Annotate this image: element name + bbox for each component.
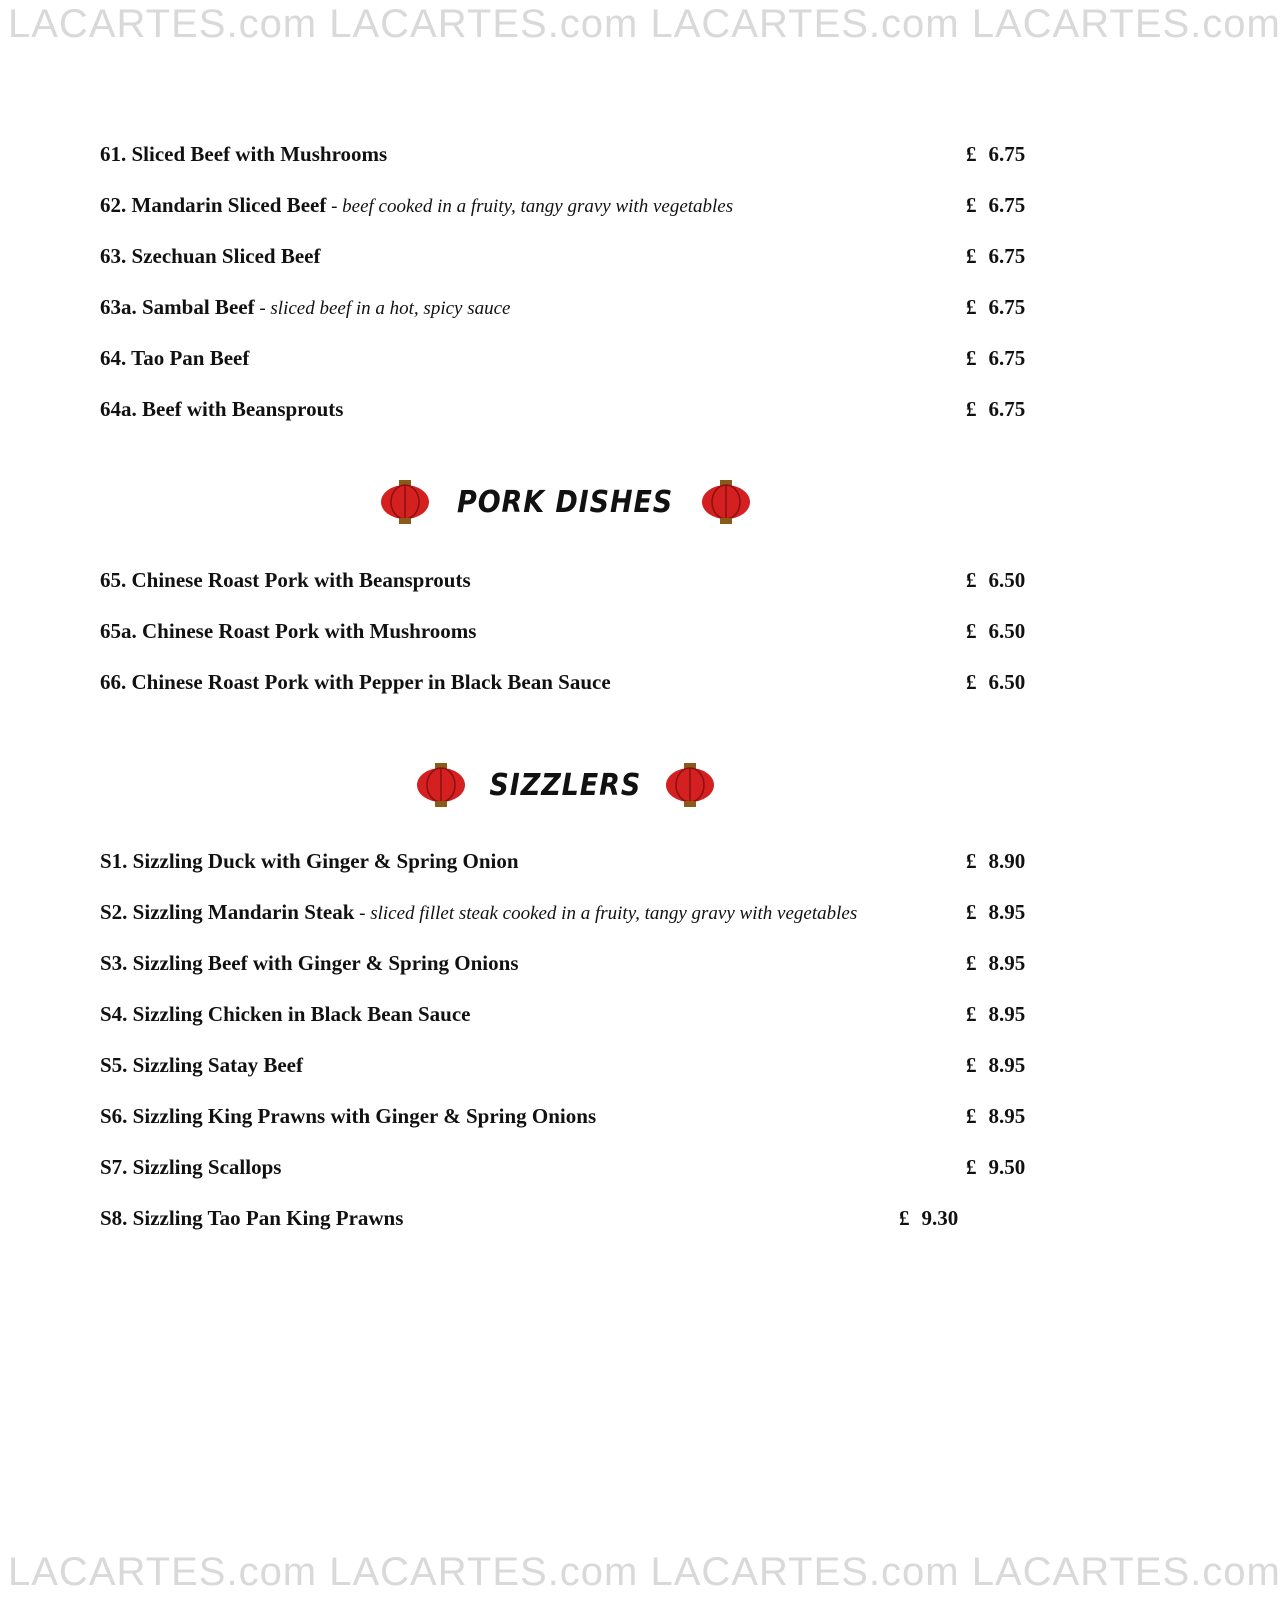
menu-item-title: 61. Sliced Beef with Mushrooms <box>100 142 388 166</box>
menu-item <box>0 343 1131 394</box>
menu-item-price <box>966 897 1025 927</box>
price-value: 8.95 <box>988 1053 1026 1077</box>
menu-item-title: S2. Sizzling Mandarin Steak <box>100 900 355 924</box>
price-value: 6.75 <box>988 142 1026 166</box>
lantern-icon <box>379 478 431 526</box>
beef-items-list <box>0 139 1131 445</box>
menu-item-price <box>966 667 1025 697</box>
menu-item-name <box>100 190 733 222</box>
menu-item-title: 64. Tao Pan Beef <box>100 346 250 370</box>
lantern-icon <box>664 761 716 809</box>
menu-item-title: 65. Chinese Roast Pork with Beansprouts <box>100 568 471 592</box>
menu-item <box>0 616 1131 667</box>
sizzlers-heading <box>0 757 1131 813</box>
menu-item-name <box>100 1203 403 1233</box>
currency-symbol: £ <box>966 1104 977 1128</box>
menu-item-price <box>966 616 1025 646</box>
menu-item-title: S8. Sizzling Tao Pan King Prawns <box>100 1206 404 1230</box>
menu-item-title: 65a. Chinese Roast Pork with Mushrooms <box>100 619 477 643</box>
menu-item-name <box>100 1050 303 1080</box>
price-value: 6.75 <box>988 295 1026 319</box>
pork-items-list <box>0 565 1131 718</box>
price-value: 8.90 <box>988 849 1026 873</box>
menu-item-price <box>966 190 1025 220</box>
menu-item-name <box>100 343 249 373</box>
currency-symbol: £ <box>966 951 977 975</box>
menu-item-price <box>966 292 1025 322</box>
currency-symbol: £ <box>966 244 977 268</box>
currency-symbol: £ <box>966 193 977 217</box>
menu-item-price <box>966 139 1025 169</box>
price-value: 8.95 <box>988 900 1026 924</box>
menu-item <box>0 1050 1131 1101</box>
watermark-top: LACARTES.com LACARTES.com LACARTES.com LACARTES.com <box>8 2 1281 46</box>
menu-item-name <box>100 897 857 929</box>
menu-item <box>0 139 1131 190</box>
currency-symbol: £ <box>966 1155 977 1179</box>
currency-symbol: £ <box>966 295 977 319</box>
price-value: 6.75 <box>988 346 1026 370</box>
watermark-bottom: LACARTES.com LACARTES.com LACARTES.com LACARTES.com <box>8 1550 1281 1594</box>
menu-item <box>0 241 1131 292</box>
menu-item-title: S5. Sizzling Satay Beef <box>100 1053 303 1077</box>
menu-item-name <box>100 394 343 424</box>
currency-symbol: £ <box>966 1002 977 1026</box>
menu-item-price <box>899 1203 958 1233</box>
menu-item-name <box>100 241 321 271</box>
currency-symbol: £ <box>966 346 977 370</box>
menu-item-description: - beef cooked in a fruity, tangy gravy with vegetables <box>326 196 734 217</box>
price-value: 9.50 <box>988 1155 1026 1179</box>
menu-item <box>0 999 1131 1050</box>
lantern-icon <box>415 761 467 809</box>
menu-item-name <box>100 1101 596 1131</box>
price-value: 6.75 <box>988 193 1026 217</box>
currency-symbol: £ <box>966 568 977 592</box>
menu-item-name <box>100 999 470 1029</box>
menu-item <box>0 1152 1131 1203</box>
price-value: 8.95 <box>988 1104 1026 1128</box>
menu-item <box>0 1203 1131 1254</box>
menu-item-name <box>100 139 387 169</box>
menu-item-name <box>100 565 471 595</box>
menu-item-name <box>100 292 510 324</box>
menu-item-price <box>966 948 1025 978</box>
menu-item-price <box>966 241 1025 271</box>
sizzlers-title: SIZZLERS <box>489 767 642 803</box>
currency-symbol: £ <box>966 849 977 873</box>
menu-item-name <box>100 667 611 697</box>
menu-item <box>0 292 1131 343</box>
menu-item-title: 63. Szechuan Sliced Beef <box>100 244 321 268</box>
pork-dishes-title: PORK DISHES <box>457 484 674 520</box>
price-value: 6.50 <box>988 670 1026 694</box>
price-value: 8.95 <box>988 951 1026 975</box>
menu-item <box>0 897 1131 948</box>
menu-item <box>0 190 1131 241</box>
menu-item-title: 64a. Beef with Beansprouts <box>100 397 344 421</box>
menu-item-price <box>966 1152 1025 1182</box>
menu-item-name <box>100 948 519 978</box>
menu-item-name <box>100 616 476 646</box>
price-value: 8.95 <box>988 1002 1026 1026</box>
currency-symbol: £ <box>966 619 977 643</box>
price-value: 6.75 <box>988 397 1026 421</box>
pork-dishes-heading <box>0 474 1131 530</box>
menu-item-title: S4. Sizzling Chicken in Black Bean Sauce <box>100 1002 471 1026</box>
currency-symbol: £ <box>966 142 977 166</box>
currency-symbol: £ <box>966 1053 977 1077</box>
currency-symbol: £ <box>966 397 977 421</box>
menu-item-title: 66. Chinese Roast Pork with Pepper in Black Bean Sauce <box>100 670 611 694</box>
price-value: 6.50 <box>988 568 1026 592</box>
currency-symbol: £ <box>899 1206 910 1230</box>
menu-item-price <box>966 394 1025 424</box>
currency-symbol: £ <box>966 670 977 694</box>
price-value: 6.75 <box>988 244 1026 268</box>
lantern-icon <box>700 478 752 526</box>
menu-item <box>0 394 1131 445</box>
menu-item <box>0 846 1131 897</box>
menu-item-name <box>100 846 519 876</box>
menu-item-description: - sliced beef in a hot, spicy sauce <box>254 298 511 319</box>
menu-item-price <box>966 343 1025 373</box>
menu-item-price <box>966 999 1025 1029</box>
menu-item-title: S1. Sizzling Duck with Ginger & Spring Onion <box>100 849 519 873</box>
menu-item <box>0 1101 1131 1152</box>
menu-item-price <box>966 846 1025 876</box>
currency-symbol: £ <box>966 900 977 924</box>
menu-item-description: - sliced fillet steak cooked in a fruity, tangy gravy with vegetables <box>354 903 858 924</box>
menu-item-price <box>966 1101 1025 1131</box>
menu-item-name <box>100 1152 281 1182</box>
sizzlers-items-list <box>0 846 1131 1254</box>
price-value: 6.50 <box>988 619 1026 643</box>
menu-item <box>0 948 1131 999</box>
menu-item-title: S6. Sizzling King Prawns with Ginger & Spring Onions <box>100 1104 597 1128</box>
menu-item <box>0 565 1131 616</box>
menu-item-title: S7. Sizzling Scallops <box>100 1155 282 1179</box>
menu-item-price <box>966 565 1025 595</box>
price-value: 9.30 <box>921 1206 959 1230</box>
menu-item <box>0 667 1131 718</box>
menu-item-title: 63a. Sambal Beef <box>100 295 255 319</box>
menu-item-title: 62. Mandarin Sliced Beef <box>100 193 327 217</box>
menu-item-title: S3. Sizzling Beef with Ginger & Spring Onions <box>100 951 519 975</box>
menu-item-price <box>966 1050 1025 1080</box>
